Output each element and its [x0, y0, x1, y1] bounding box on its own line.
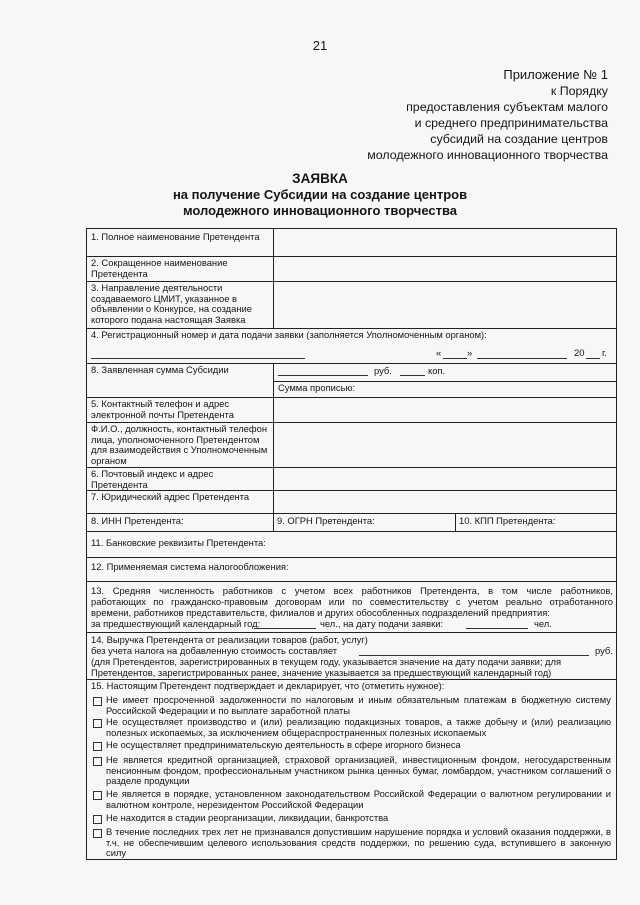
field-block-revenue — [91, 634, 613, 678]
headcount-last-year-label: за предшествующий календарный год: — [91, 618, 261, 629]
registration-number-blank[interactable] — [91, 358, 305, 359]
day-blank[interactable] — [443, 358, 467, 359]
checkbox-icon[interactable] — [93, 697, 102, 706]
checkbox-icon[interactable] — [93, 719, 102, 728]
headcount-line: 13. Средняя численность работников с учетом всех работников Претендента, в том числе работников, — [91, 585, 613, 596]
field-label-inn: 8. ИНН Претендента: — [91, 515, 184, 526]
year-suffix: г. — [602, 347, 607, 358]
title-word: ЗАЯВКА — [292, 171, 348, 186]
kop-label: коп. — [428, 365, 446, 376]
appendix-header — [367, 67, 608, 163]
declaration-item: Не является в порядке, установленном законодательством Российской Федерации о валютном регулировании и валютном контроле, нерезидентом Российской Федерации — [106, 788, 611, 810]
revenue-line: 14. Выручка Претендента от реализации товаров (работ, услуг) — [91, 634, 368, 645]
headcount-unit: чел. — [534, 618, 552, 629]
revenue-label: без учета налога на добавленную стоимость составляет — [91, 645, 338, 656]
headcount-date-blank[interactable] — [466, 628, 528, 629]
field-label-legal-address: 7. Юридический адрес Претендента — [91, 491, 250, 502]
checkbox-icon[interactable] — [93, 742, 102, 751]
row-divider — [87, 581, 616, 582]
declaration-item: Не находится в стадии реорганизации, ликвидации, банкротства — [106, 812, 389, 823]
appendix-line: молодежного инновационного творчества — [367, 148, 608, 162]
row-divider — [87, 557, 616, 558]
title-line: молодежного инновационного творчества — [182, 203, 458, 218]
appendix-line: к Порядку — [550, 84, 608, 98]
revenue-blank[interactable] — [359, 655, 589, 656]
declaration-item: Не является кредитной организацией, страховой организацией, инвестиционным фондом, негосударственным пенсионным фондом, профессиональным участником рынка ценных бумаг, ломбардом, участником соглашений о разделе продукции — [106, 754, 611, 787]
revenue-fill-line — [91, 645, 613, 656]
checkbox-icon[interactable] — [93, 791, 102, 800]
row-divider — [87, 513, 616, 514]
revenue-line: Претендентов, зарегистрированных ранее, значение указывается за предшествующий календарный год) — [91, 667, 552, 678]
appendix-line: и среднего предпринимательства — [414, 116, 608, 130]
column-divider — [273, 513, 274, 531]
field-label-subsidy: 8. Заявленная сумма Субсидии — [91, 364, 229, 375]
quote-open: « — [436, 347, 442, 358]
field-label-postal-address: 6. Почтовый индекс и адрес Претендента — [91, 468, 214, 490]
field-label-authorized-person: Ф.И.О., должность, контактный телефон лица, уполномоченного Претендентом для взаимодействия с Уполномоченным органом — [91, 423, 268, 466]
field-label-tax-system: 12. Применяемая система налогообложения: — [91, 561, 289, 572]
declaration-item: Не имеет просроченной задолженности по налоговым и иным обязательным платежам в бюджетную систему Российской Федерации и по выплате заработной платы — [106, 694, 611, 716]
kop-blank[interactable] — [400, 375, 425, 376]
headcount-date-label: чел., на дату подачи заявки: — [320, 618, 444, 629]
month-blank[interactable] — [477, 358, 567, 359]
checkbox-icon[interactable] — [93, 757, 102, 766]
appendix-line: Приложение № 1 — [503, 67, 608, 82]
checkbox-icon[interactable] — [93, 829, 102, 838]
field-label-ogrn: 9. ОГРН Претендента: — [277, 515, 375, 526]
year-prefix: 20 — [574, 347, 585, 358]
declaration-item: Не осуществляет производство и (или) реализацию подакцизных товаров, а также добычу и (или) реализацию полезных ископаемых, за исключением общераспространенных полезных ископаемых — [106, 716, 611, 738]
rub-label: руб. — [374, 365, 392, 376]
column-divider — [273, 229, 274, 328]
field-label-short-name: 2. Сокращенное наименование Претендента — [91, 257, 228, 279]
row-divider — [87, 632, 616, 633]
field-block-headcount — [91, 585, 613, 629]
appendix-line: предоставления субъектам малого — [406, 100, 608, 114]
declaration-item: В течение последних трех лет не признавался допустившим нарушение порядка и условий оказания поддержки, в т.ч. не обеспечившим целевого использования средств поддержки, по решению суда, вступившего в законную силу — [106, 826, 611, 859]
field-label-bank: 11. Банковские реквизиты Претендента: — [91, 537, 266, 548]
field-label-contact: 5. Контактный телефон и адрес электронной почты Претендента — [91, 398, 234, 420]
quote-close: » — [467, 347, 473, 358]
field-label-full-name: 1. Полное наименование Претендента — [91, 231, 260, 242]
row-divider — [87, 531, 616, 532]
rub-blank[interactable] — [278, 375, 368, 376]
column-divider — [455, 513, 456, 531]
document-title — [0, 171, 640, 219]
application-form — [86, 228, 617, 860]
declaration-item: Не осуществляет предпринимательскую деятельность в сфере игорного бизнеса — [106, 739, 461, 750]
title-line: на получение Субсидии на создание центров — [172, 187, 468, 202]
year-blank[interactable] — [586, 358, 600, 359]
revenue-unit: руб. — [595, 645, 613, 656]
declaration-heading: 15. Настоящим Претендент подтверждает и декларирует, что (отметить нужное): — [91, 680, 445, 691]
field-label-kpp: 10. КПП Претендента: — [459, 515, 556, 526]
column-divider — [273, 363, 274, 513]
headcount-line: работающих по гражданско-правовым договорам или по совместительству с учетом реально отработанного — [91, 596, 613, 607]
revenue-line: (для Претендентов, зарегистрированных в текущем году, указывается значение на дату подачи заявки; для — [91, 656, 562, 667]
page-number: 21 — [312, 38, 328, 53]
field-label-registration: 4. Регистрационный номер и дата подачи заявки (заполняется Уполномоченным органом): — [91, 329, 487, 340]
sum-words-label: Сумма прописью: — [278, 382, 356, 393]
field-label-direction: 3. Направление деятельности создаваемого ЦМИТ, указанное в объявлении о Конкурсе, на создание которого подана настоящая Заявка — [91, 282, 252, 325]
headcount-last-year-blank[interactable] — [254, 628, 316, 629]
checkbox-icon[interactable] — [93, 815, 102, 824]
headcount-fill-line — [91, 618, 613, 629]
headcount-line: времени, работников представительств, филиалов и других обособленных подразделений предприятия: — [91, 607, 550, 618]
appendix-line: субсидий на создание центров — [430, 132, 608, 146]
